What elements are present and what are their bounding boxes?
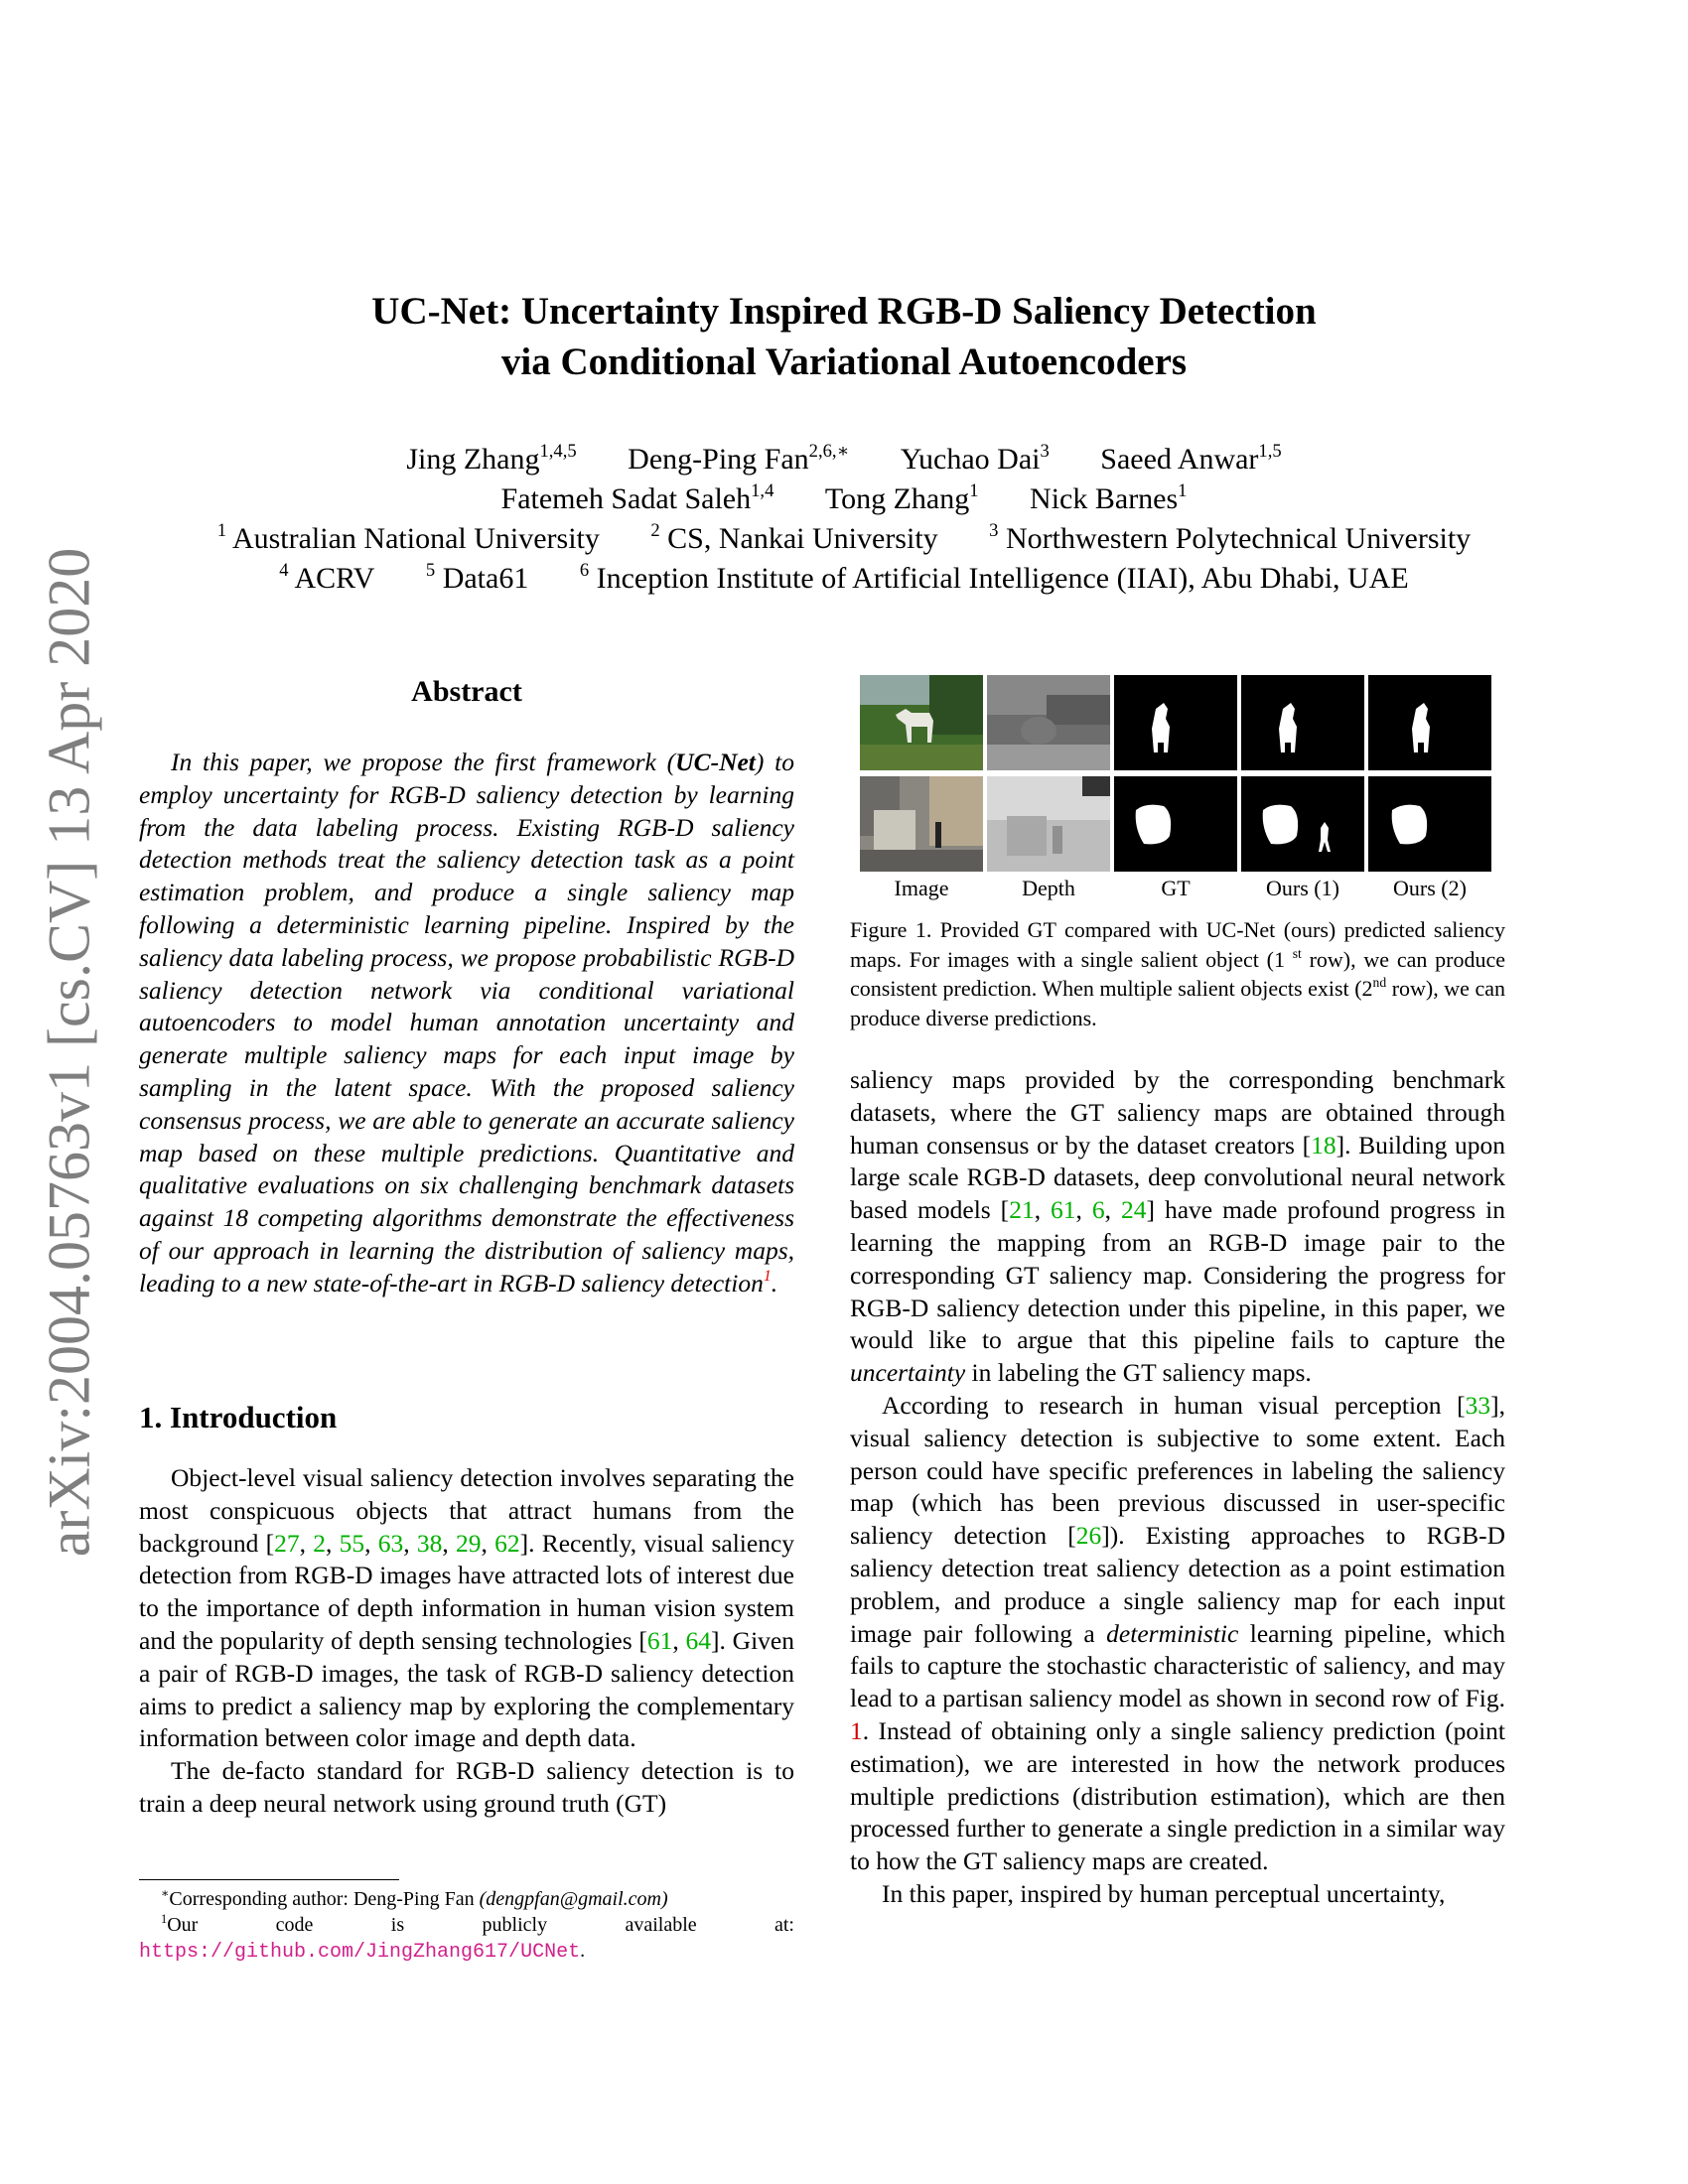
author: Saeed Anwar$^{1,5}$ [1100,441,1282,476]
figure-1-caption: Figure 1. Provided GT compared with UC-Net (ours) predicted saliency maps. For images with a single salient object (1 $^{st}$ row), we can produce consistent prediction. When multiple salient objects exist (2nd row), we can produce diverse predictions. [850,917,1505,1030]
figure-1-grid [860,675,1492,872]
code-url-link[interactable]: https://github.com/JingZhang617/UCNet [139,1941,581,1964]
arxiv-sidebar [20,547,119,1558]
paragraph: Object-level visual saliency detection involves separating the most conspicuous objects that attract humans from the background [27, 2, 55, 63, 38, 29, 62]. Recently, visual saliency detection from RGB-D images have attracted lots of interest due to the importance of depth information in human vision system and the popularity of depth sensing technologies [61, 64]. Given a pair of RGB-D images, the task of RGB-D saliency detection aims to predict a saliency map by exploring the complementary information between color image and depth data. [139,1463,795,1753]
author-row-1 [139,440,1549,479]
figure-label-depth: Depth [1022,876,1075,900]
affiliation: $^5$ Data61 [425,560,529,595]
citation[interactable]: 61 [646,1625,673,1655]
affiliation: $^6$ Inception Institute of Artificial Intelligence (IIAI), Abu Dhabi, UAE [579,560,1409,595]
citation[interactable]: 24 [1121,1195,1147,1225]
citation[interactable]: 55 [339,1528,365,1558]
paragraph: The de-facto standard for RGB-D saliency detection is to train a deep neural network using ground truth (GT) [139,1756,794,1818]
image-horse-ours-1 [1241,675,1364,770]
image-horse-ours-2 [1368,675,1491,770]
section-heading-introduction: 1. Introduction [139,1400,338,1434]
paragraph: According to research in human visual perception [33], visual saliency detection is subjective to some extent. Each person could have specific preferences in labeling the saliency map (which has been previous discussed in user-specific saliency detection [26]). Existing approaches to RGB-D saliency detection treat saliency detection as a point estimation problem, and produce a single saliency map for each input image pair following a deterministic learning pipeline, which fails to capture the stochastic characteristic of saliency, and may lead to a partisan saliency model as shown in second row of Fig. 1. Instead of obtaining only a single saliency prediction (point estimation), we are interested in how the network produces multiple predictions (distribution estimation), which are then processed further to generate a single prediction in a similar way to how the GT saliency maps are created. [850,1390,1505,1876]
abstract-body: In this paper, we propose the first framework (UC-Net) to employ uncertainty for RGB-D saliency detection by learning from the data labeling process. Existing RGB-D saliency detection methods treat the saliency detection task as a point estimation problem, and produce a single saliency map following a deterministic learning pipeline. Inspired by the saliency data labeling process, we propose probabilistic RGB-D saliency detection network via conditional variational autoencoders to model human annotation uncertainty and generate multiple saliency maps for each input image by sampling in the latent space. With the proposed saliency consensus process, we are able to generate an accurate saliency map based on these multiple predictions. Quantitative and qualitative evaluations on six challenging benchmark datasets against 18 competing algorithms demonstrate the effectiveness of our approach in learning the distribution of saliency maps, leading to a new state-of-the-art in RGB-D saliency detection$^1$. [139,748,794,1297]
footnotes [139,1886,794,1966]
image-tram-rgb [860,776,983,872]
figure-label-ours-2: Ours (2) [1393,876,1467,900]
title-line-2: via Conditional Variational Autoencoders [500,341,1188,383]
figure-label-gt: GT [1161,876,1191,900]
footnote-ref[interactable]: 1 [763,1268,772,1286]
citation[interactable]: 2 [313,1528,326,1558]
citation[interactable]: 33 [1465,1390,1491,1420]
footnote-rule [139,1879,399,1880]
author: Jing Zhang$^{1,4,5}$ [406,441,577,476]
image-tram-depth [987,776,1110,872]
citation[interactable]: 26 [1075,1521,1102,1551]
paragraph: saliency maps provided by the corresponding benchmark datasets, where the GT saliency maps are obtained through human consensus or by the dataset creators [18]. Building upon large scale RGB-D datasets, deep convolutional neural network based models [21, 61, 6, 24] have made profound progress in learning the mapping from an RGB-D image pair to the corresponding GT saliency map. Considering the progress for RGB-D saliency detection under this pipeline, in this paper, we would like to argue that this pipeline fails to capture the uncertainty in labeling the GT saliency maps. [850,1065,1505,1388]
image-horse-depth [987,675,1110,770]
author-row-2 [139,479,1549,519]
citation[interactable]: 38 [416,1528,443,1558]
image-tram-gt [1114,776,1237,872]
image-horse-rgb [860,675,983,770]
citation[interactable]: 18 [1311,1130,1336,1160]
footnote-corresponding: ∗Corresponding author: Deng-Ping Fan (dengpfan@gmail.com) [161,1885,668,1910]
affiliation-row-2 [139,559,1549,599]
method-name: UC-Net [675,748,756,776]
affiliation-row-1 [139,519,1549,559]
introduction-body [139,1462,794,1821]
citation[interactable]: 64 [685,1625,712,1655]
figure-label-image: Image [894,876,949,900]
affiliation: $^3$ Northwestern Polytechnical University [989,520,1472,555]
image-horse-gt [1114,675,1237,770]
citation[interactable]: 27 [274,1528,300,1558]
emphasis: uncertainty [850,1358,966,1388]
citation[interactable]: 63 [377,1528,404,1558]
emphasis: deterministic [1106,1618,1239,1648]
image-tram-ours-1 [1241,776,1364,872]
citation[interactable]: 6 [1091,1195,1105,1225]
paper-title [169,286,1519,387]
affiliation: $^1$ Australian National University [216,520,600,555]
image-tram-ours-2 [1368,776,1491,872]
author: Deng-Ping Fan$^{2,6,∗}$ [628,441,850,476]
figure-ref[interactable]: 1 [850,1715,863,1745]
abstract-heading: Abstract [411,675,522,708]
citation[interactable]: 62 [494,1528,520,1558]
figure-label-ours-1: Ours (1) [1266,876,1339,900]
affiliation: $^4$ ACRV [279,560,375,595]
author: Nick Barnes$^1$ [1030,480,1188,515]
right-column-body [850,1064,1505,1911]
citation[interactable]: 29 [456,1528,482,1558]
affiliation: $^2$ CS, Nankai University [650,520,938,555]
author: Fatemeh Sadat Saleh$^{1,4}$ [500,480,774,515]
corresponding-email[interactable]: (dengpfan@gmail.com) [479,1888,668,1910]
footnote-code: $^1$Our code is publicly available at: https://github.com/JingZhang617/UCNet. [139,1911,794,1964]
title-line-1: UC-Net: Uncertainty Inspired RGB-D Saliency Detection [371,290,1317,333]
author: Yuchao Dai$^3$ [900,441,1050,476]
arxiv-identifier: arXiv:2004.05763v1 [cs.CV] 13 Apr 2020 [36,547,102,1558]
author: Tong Zhang$^1$ [824,480,979,515]
citation[interactable]: 21 [1009,1195,1035,1225]
paragraph: In this paper, inspired by human perceptual uncertainty, [882,1878,1446,1908]
citation[interactable]: 61 [1051,1195,1076,1225]
